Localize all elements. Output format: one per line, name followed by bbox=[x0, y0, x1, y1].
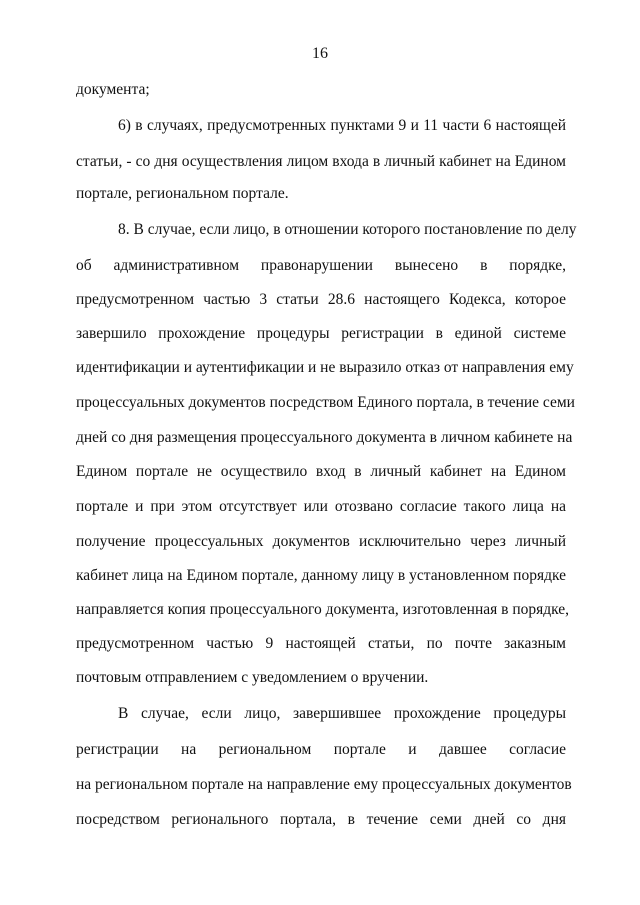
text-line: В случае, если лицо, завершившее прохождение процедуры bbox=[118, 705, 566, 722]
text-line: почтовым отправлением с уведомлением о вручении. bbox=[76, 669, 429, 686]
text-line: предусмотренном частью 9 настоящей статьи, по почте заказным bbox=[76, 635, 566, 652]
text-line: портале и при этом отсутствует или отозвано согласие такого лица на bbox=[76, 498, 566, 515]
text-line: об административном правонарушении вынесено в порядке, bbox=[76, 257, 566, 274]
text-line: документа; bbox=[76, 81, 150, 98]
text-line: портале, региональном портале. bbox=[76, 185, 289, 202]
text-line: Едином портале не осуществило вход в личный кабинет на Едином bbox=[76, 463, 566, 480]
page-number: 16 bbox=[312, 45, 328, 62]
text-line: кабинет лица на Едином портале, данному лицу в установленном порядке bbox=[76, 567, 566, 584]
text-line: 8. В случае, если лицо, в отношении которого постановление по делу bbox=[118, 221, 577, 238]
text-line: регистрации на региональном портале и давшее согласие bbox=[76, 741, 566, 758]
text-line: направляется копия процессуального документа, изготовленная в порядке, bbox=[76, 601, 570, 618]
text-line: предусмотренном частью 3 статьи 28.6 настоящего Кодекса, которое bbox=[76, 291, 566, 308]
text-line: статьи, - со дня осуществления лицом входа в личный кабинет на Едином bbox=[76, 153, 566, 170]
text-line: 6) в случаях, предусмотренных пунктами 9 и 11 части 6 настоящей bbox=[118, 117, 566, 134]
text-line: дней со дня размещения процессуального документа в личном кабинете на bbox=[76, 429, 573, 446]
text-line: получение процессуальных документов исключительно через личный bbox=[76, 533, 566, 550]
text-line: процессуальных документов посредством Единого портала, в течение семи bbox=[76, 394, 575, 411]
text-line: завершило прохождение процедуры регистрации в единой системе bbox=[76, 325, 566, 342]
text-line: посредством регионального портала, в течение семи дней со дня bbox=[76, 811, 566, 828]
text-line: идентификации и аутентификации и не выразило отказ от направления ему bbox=[76, 359, 574, 376]
text-line: на региональном портале на направление ему процессуальных документов bbox=[76, 776, 572, 793]
